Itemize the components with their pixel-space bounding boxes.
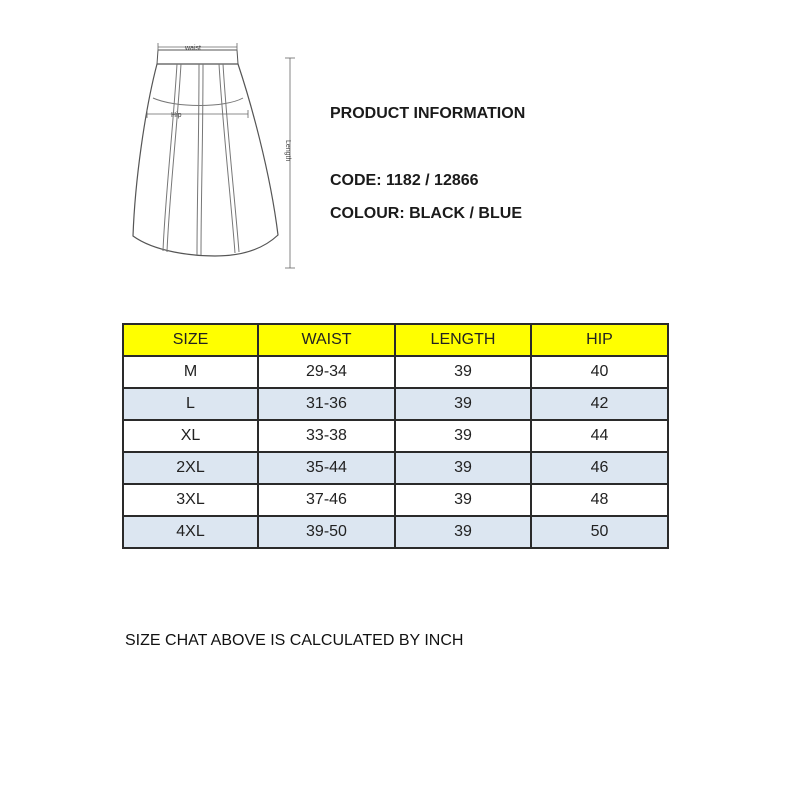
cell-hip: 48 — [531, 484, 668, 516]
length-label: Length — [284, 140, 291, 162]
cell-waist: 31-36 — [258, 388, 395, 420]
cell-length: 39 — [395, 452, 531, 484]
cell-size: 3XL — [123, 484, 258, 516]
skirt-diagram — [115, 30, 315, 280]
cell-hip: 46 — [531, 452, 668, 484]
cell-waist: 29-34 — [258, 356, 395, 388]
cell-waist: 33-38 — [258, 420, 395, 452]
table-row — [123, 420, 668, 452]
product-colour: COLOUR: BLACK / BLUE — [330, 205, 522, 222]
cell-length: 39 — [395, 420, 531, 452]
cell-size: 2XL — [123, 452, 258, 484]
header-size: SIZE — [123, 324, 258, 356]
skirt-waistband — [157, 50, 238, 64]
size-table-header-row — [123, 324, 668, 356]
cell-length: 39 — [395, 388, 531, 420]
cell-hip: 50 — [531, 516, 668, 548]
cell-length: 39 — [395, 516, 531, 548]
cell-size: L — [123, 388, 258, 420]
cell-waist: 39-50 — [258, 516, 395, 548]
table-row — [123, 356, 668, 388]
cell-hip: 44 — [531, 420, 668, 452]
waist-label: waist — [185, 45, 201, 52]
product-info-title: PRODUCT INFORMATION — [330, 105, 526, 122]
length-measure — [285, 58, 295, 268]
table-row — [123, 516, 668, 548]
header-length: LENGTH — [395, 324, 531, 356]
cell-length: 39 — [395, 484, 531, 516]
cell-hip: 42 — [531, 388, 668, 420]
cell-waist: 37-46 — [258, 484, 395, 516]
size-note: SIZE CHAT ABOVE IS CALCULATED BY INCH — [125, 632, 464, 649]
skirt-outline — [133, 64, 278, 256]
table-row — [123, 484, 668, 516]
cell-hip: 40 — [531, 356, 668, 388]
cell-size: 4XL — [123, 516, 258, 548]
hip-label: Hip — [171, 112, 182, 119]
product-code: CODE: 1182 / 12866 — [330, 172, 479, 189]
cell-size: M — [123, 356, 258, 388]
cell-waist: 35-44 — [258, 452, 395, 484]
cell-length: 39 — [395, 356, 531, 388]
cell-size: XL — [123, 420, 258, 452]
header-waist: WAIST — [258, 324, 395, 356]
header-hip: HIP — [531, 324, 668, 356]
size-chart-table — [122, 323, 669, 549]
table-row — [123, 452, 668, 484]
table-row — [123, 388, 668, 420]
